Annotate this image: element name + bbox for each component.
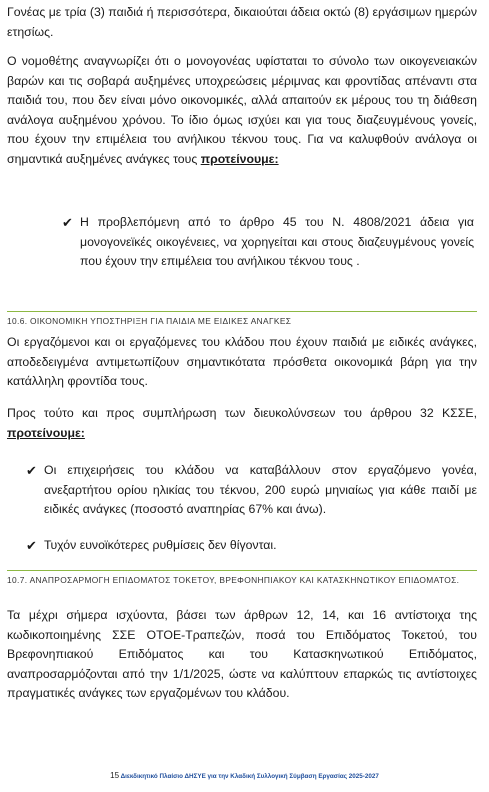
page-footer: [0, 771, 489, 780]
bullet-text: Η προβλεπόμενη από το άρθρο 45 του Ν. 4808/2021 άδεια για μονογονεϊκές οικογένειες, να χορηγείται και στους διαζευγμένους γονείς που έχουν την επιμέλεια του ανήλικου τέκνου τους .: [80, 215, 474, 268]
paragraph-special-needs-burden: Οι εργαζόμενοι και οι εργαζόμενες του κλάδου που έχουν παιδιά με ειδικές ανάγκες, αποδεδειγμένα αντιμετωπίζουν σημαντικότατα πρόσθετα οικονομικά βάρη για την κατάλληλη φροντίδα τους.: [7, 335, 477, 388]
paragraph-allowance-adjustment: Τα μέχρι σήμερα ισχύοντα, βάσει των άρθρων 12, 14, και 16 αντίστοιχα της κωδικοποιημένης ΣΣΕ ΟΤΟΕ-Τραπεζών, ποσά του Επιδόματος Τοκετού, του Βρεφονηπιακού Επιδόματος και του Κατασκηνωτικού Επιδόματος, αναπροσαρμόζονται από την 1/1/2025, ώστε να καλύπτουν επαρκώς τις αντίστοιχες πραγματικές ανάγκες των εργαζομένων του κλάδου.: [7, 608, 477, 700]
section-heading-10-6: 10.6. ΟΙΚΟΝΟΜΙΚΗ ΥΠΟΣΤΗΡΙΞΗ ΓΙΑ ΠΑΙΔΙΑ ΜΕ ΕΙΔΙΚΕΣ ΑΝΑΓΚΕΣ: [7, 316, 292, 326]
bullet-text: Οι επιχειρήσεις του κλάδου να καταβάλλουν στον εργαζόμενο γονέα, ανεξαρτήτου ορίου ηλικίας του τέκνου, 200 ευρώ μηνιαίως για κάθε παιδί με ειδικές ανάγκες (ποσοστό αναπηρίας 67% και άνω).: [44, 463, 477, 516]
paragraph-three-children-leave: Γονέας με τρία (3) παιδιά ή περισσότερα, δικαιούται άδεια οκτώ (8) εργάσιμων ημερών ετησίως.: [7, 5, 477, 39]
section-heading-10-7: 10.7. ΑΝΑΠΡΟΣΑΡΜΟΓΗ ΕΠΙΔΟΜΑΤΟΣ ΤΟΚΕΤΟΥ, ΒΡΕΦΟΝΗΠΙΑΚΟΥ ΚΑΙ ΚΑΤΑΣΚΗΝΩΤΙΚΟΥ ΕΠΙΔΟΜΑΤΟΣ.: [7, 575, 460, 585]
paragraph-article-32: [7, 404, 477, 443]
paragraph-single-parent-text: Ο νομοθέτης αναγνωρίζει ότι ο μονογονέας υφίσταται το σύνολο των οικογενειακών βαρών και τις σοβαρά αυξημένες υποχρεώσεις μέριμνας και φροντίδας απέναντι στα παιδιά του, που δεν είναι μόνο οικονομικές, αλλά απαιτούν εκ μέρους του τη διάθεση ανάλογα αυξημένου χρόνου. Το ίδιο όμως ισχύει και για τους διαζευγμένους γονείς, που έχουν την επιμέλεια του ανήλικου τέκνου τους. Για να καλυφθούν ανάλογα οι σημαντικά αυξημένες ανάγκες τους: [7, 54, 477, 166]
bullet-text: Τυχόν ευνοϊκότερες ρυθμίσεις δεν θίγονται.: [44, 538, 277, 552]
paragraph-single-parent: [7, 52, 477, 169]
section-divider: [7, 570, 477, 571]
bullet-item-divorced-parents: [62, 213, 474, 272]
bullet-item-monthly-allowance: [26, 461, 477, 520]
paragraph-article-32-text: Προς τούτο και προς συμπλήρωση των διευκολύνσεων του άρθρου 32 ΚΣΣΕ,: [7, 406, 477, 420]
bullet-item-favorable-terms: [26, 536, 477, 556]
check-mark-icon: ✔: [62, 215, 73, 230]
section-divider: [7, 311, 477, 312]
footer-title: Διεκδικητικό Πλαίσιο ΔΗΣΥΕ για την Κλαδική Συλλογική Σύμβαση Εργασίας 2025-2027: [120, 773, 379, 780]
check-mark-icon: ✔: [26, 463, 37, 478]
check-mark-icon: ✔: [26, 538, 37, 553]
propose-label: προτείνουμε:: [7, 425, 85, 440]
page-number: 15: [110, 771, 120, 780]
propose-label: προτείνουμε:: [200, 151, 279, 166]
